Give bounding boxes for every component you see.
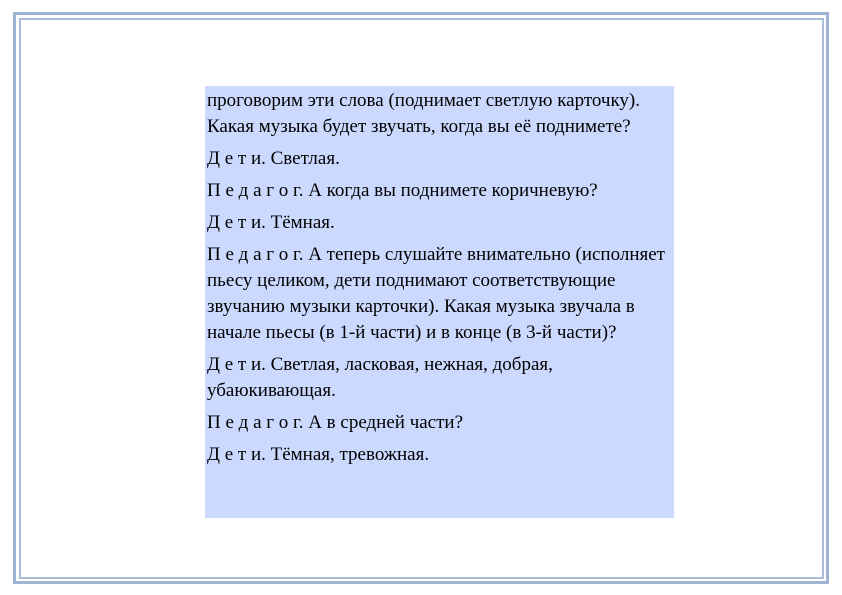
paragraph-children-reply-1: Д е т и. Светлая. bbox=[207, 148, 340, 169]
paragraph-teacher-question-3: П е д а г о г. А в средней части? bbox=[207, 412, 464, 433]
dialogue-text-box bbox=[205, 86, 674, 518]
paragraph-teacher-question-1: П е д а г о г. А когда вы поднимете коричневую? bbox=[207, 180, 598, 201]
paragraph-teacher-question-2: П е д а г о г. А теперь слушайте внимательно (исполняет пьесу целиком, дети поднимают соответствующие звучанию музыки карточки). Какая музыка звучала в начале пьесы (в 1-й части) и в конце (в 3-й части)? bbox=[207, 244, 665, 343]
paragraph-children-reply-4: Д е т и. Тёмная, тревожная. bbox=[207, 444, 430, 465]
paragraph-children-reply-2: Д е т и. Тёмная. bbox=[207, 212, 335, 233]
paragraph-intro: проговорим эти слова (поднимает светлую карточку). Какая музыка будет звучать, когда вы её поднимете? bbox=[207, 90, 640, 137]
paragraph-children-reply-3: Д е т и. Светлая, ласковая, нежная, добрая, убаюкивающая. bbox=[207, 354, 553, 401]
